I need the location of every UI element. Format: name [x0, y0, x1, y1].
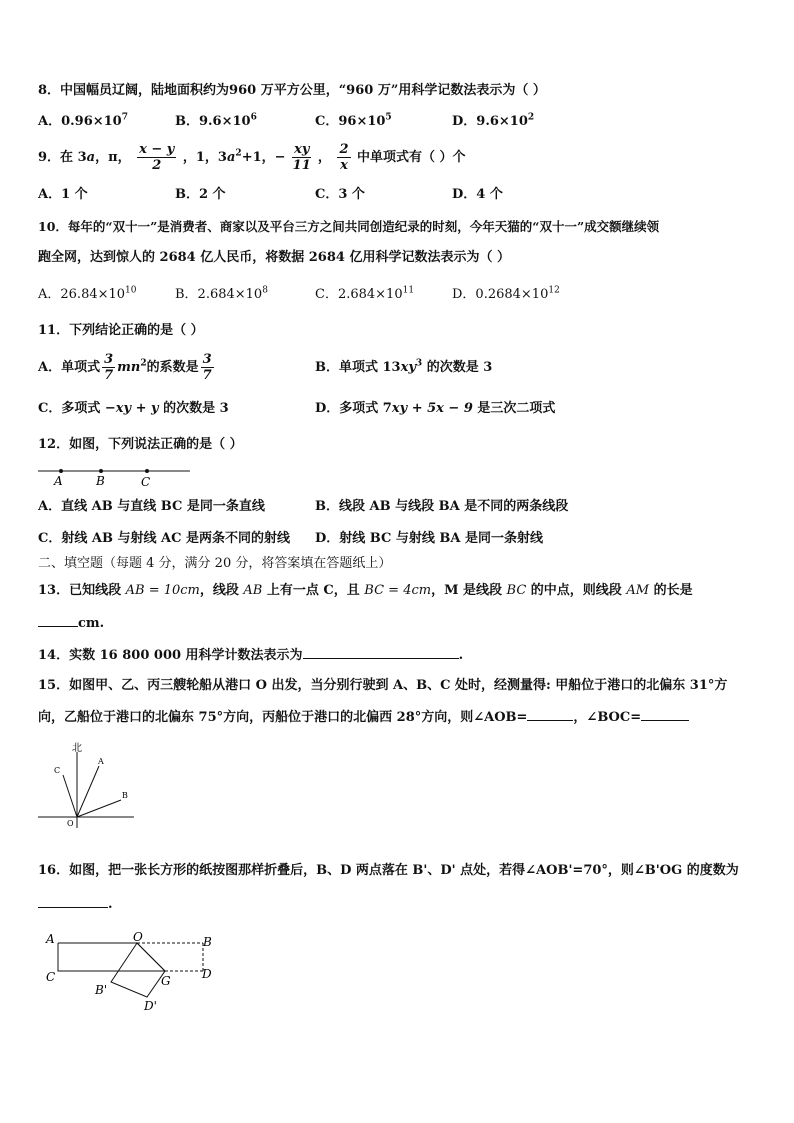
answer-blank-aob[interactable]	[527, 708, 573, 721]
ray-oc	[63, 775, 77, 817]
q13-stem-line2: cm.	[38, 614, 104, 633]
q10-stem-line1: 10．每年的“双十一”是消费者、商家以及平台三方之间共同创造纪录的时刻，今年天猫的“双十一”成交额继续领	[38, 219, 660, 234]
q10-option-d: D．$0.2684\times 10^{12}$	[452, 285, 560, 302]
q12-option-d: D．射线 BC 与射线 BA 是同一条射线	[315, 531, 544, 546]
q15-stem-line1: 15．如图甲、乙、丙三艘轮船从港口 O 出发，当分别行驶到 A、B、C 处时，经测量得: 甲船位于港口的北偏东 31°方	[38, 678, 728, 693]
q11-option-a: A．单项式 $\frac{3}{7}$ $mn^2$的系数是 $\frac{3}{7}$	[38, 352, 212, 383]
answer-blank[interactable]	[303, 646, 459, 659]
answer-blank-boc[interactable]	[641, 708, 689, 721]
north-label: 北	[72, 743, 82, 754]
label-g: G	[161, 974, 171, 988]
label-c: C	[46, 970, 56, 984]
q16-stem-line1: 16．如图，把一张长方形的纸按图那样折叠后，B、D 两点落在 B'、D' 点处，若得∠AOB'=70°，则∠B'OG 的度数为	[38, 863, 739, 878]
q9-stem: 9．在 3a，π， $\frac{x - y}{2}$ ，1，$3a^2+1$，− $\frac{xy}{11}$ ， $\frac{2}{x}$ 中单项式有（ ）个	[38, 142, 466, 173]
point-a	[59, 469, 63, 473]
q12-stem: 12．如图，下列说法正确的是（ ）	[38, 437, 243, 452]
q9-fraction-1: $\frac{x - y}{2}$	[139, 142, 175, 173]
q9-fraction-2: $\frac{xy}{11}$	[292, 142, 311, 173]
label-b: B	[203, 935, 212, 949]
q10-option-b: B．$2.684\times 10^8$	[175, 285, 268, 302]
q16-fold-figure	[40, 928, 225, 1018]
q8-option-c: C．$96\times 10^5$	[315, 112, 392, 129]
answer-blank[interactable]	[38, 614, 78, 627]
q12-option-b: B．线段 AB 与线段 BA 是不同的两条线段	[315, 499, 569, 514]
q13-stem-line1: 13．已知线段 AB = 10cm，线段 AB 上有一点 C，且 BC = 4cm，M 是线段 BC 的中点，则线段 AM 的长是	[38, 583, 693, 598]
folded-part	[111, 943, 165, 997]
q11-option-d: D．多项式 7xy + 5x − 9 是三次二项式	[315, 401, 556, 416]
label-a: A	[98, 757, 104, 766]
q11-stem: 11．下列结论正确的是（ ）	[38, 323, 204, 338]
q9-option-d: D．4 个	[452, 187, 503, 202]
q9-fraction-3: $\frac{2}{x}$	[339, 142, 349, 173]
q14-stem: 14．实数 16 800 000 用科学计数法表示为 .	[38, 648, 464, 663]
q8-option-b: B．$9.6\times 10^6$	[175, 112, 257, 129]
label-b: B	[122, 791, 128, 800]
q9-option-a: A．1 个	[38, 187, 88, 202]
label-d: D	[202, 967, 212, 981]
label-d-prime: D'	[144, 999, 157, 1013]
q15-compass-figure	[34, 740, 144, 830]
label-b-prime: B'	[95, 983, 108, 997]
section-heading: 二、填空题（每题 4 分，满分 20 分，将答案填在答题纸上）	[38, 556, 392, 571]
label-c: C	[141, 475, 151, 489]
label-c: C	[54, 766, 61, 775]
q9-option-c: C．3 个	[315, 187, 365, 202]
q11-option-b: B．单项式 $13xy^3$ 的次数是 3	[315, 358, 493, 375]
point-b	[99, 469, 103, 473]
q10-option-c: C．$2.684\times 10^{11}$	[315, 285, 415, 302]
q12-option-c: C．射线 AB 与射线 AC 是两条不同的射线	[38, 531, 290, 546]
label-a: A	[46, 932, 55, 946]
q16-stem-line2: .	[38, 895, 113, 914]
q10-option-a: A．$26.84\times 10^{10}$	[38, 285, 137, 302]
q8-option-d: D．$9.6\times 10^2$	[452, 112, 535, 129]
label-a: A	[54, 474, 63, 488]
q11-option-c: C．多项式 −xy + y 的次数是 3	[38, 401, 229, 416]
label-o: O	[133, 930, 143, 944]
label-b: B	[96, 474, 105, 488]
q15-stem-line2: 向，乙船位于港口的北偏东 75°方向，丙船位于港口的北偏西 28°方向，则∠AOB= ，∠BOC=	[38, 708, 689, 727]
q9-option-b: B．2 个	[175, 187, 226, 202]
q8-option-a: A．$0.96\times 10^7$	[38, 112, 128, 129]
q8-stem: 8．中国幅员辽阔，陆地面积约为960 万平方公里，“960 万”用科学记数法表示为（ ）	[38, 83, 546, 98]
q12-option-a: A．直线 AB 与直线 BC 是同一条直线	[38, 499, 265, 514]
label-o: O	[67, 819, 74, 828]
point-c	[145, 469, 149, 473]
answer-blank[interactable]	[38, 895, 108, 908]
q12-line-figure	[34, 460, 199, 490]
q10-stem-line2: 跑全网，达到惊人的 2684 亿人民币，将数据 2684 亿用科学记数法表示为（ ）	[38, 250, 510, 265]
rectangle-remaining	[58, 943, 165, 971]
